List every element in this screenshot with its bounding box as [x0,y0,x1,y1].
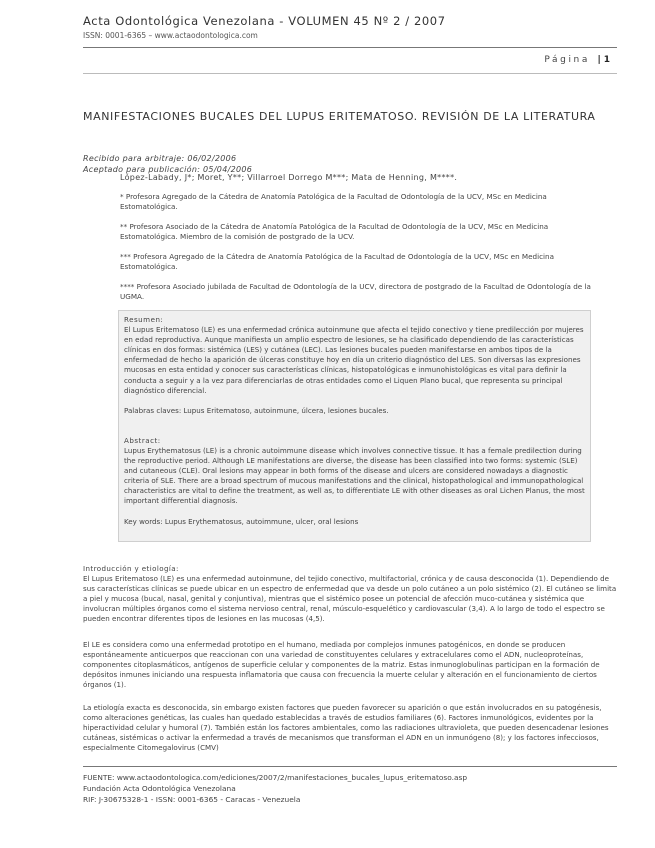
abstract-heading: Abstract: [124,435,161,445]
body-section [83,564,618,625]
article-title: MANIFESTACIONES BUCALES DEL LUPUS ERITEMATOSO. REVISIÓN DE LA LITERATURA [83,110,596,123]
abstract-text: Lupus Erythematosus (LE) is a chronic autoimmune disease which involves connective tissue. It has a female predilection during the reproductive period. Although LE manifestations are diverse, the disease has been classified into two forms: systemic (SLE) and cutaneous (CLE). Oral lesions may appear in both forms of the disease and ulcers are considered nowadays a diagnostic criteria of SLE. There are a broad spectrum of mucous manifestations and the clinical, histopathological and immunopathological characteristics are vital to define the treatment, as well as, to differentiate LE with other diseases as oral Lichen Planus, the most important differential diagnosis. [124,445,585,506]
abstract-box [118,310,591,542]
author-list: López-Labady, J*; Moret, Y**; Villarroel Dorrego M***; Mata de Henning, M****. [120,173,458,182]
page-word: Página [544,55,590,65]
body-paragraph-1: El Lupus Eritematoso (LE) es una enfermedad autoinmune, del tejido conectivo, multifactorial, crónica y de causa desconocida (1). Dependiendo de sus características clínicas se puede ubicar en un espectro de enfermedad que va desde un polo cutáneo a un polo sistémico (2). El cutáneo se limita a piel y mucosa (bucal, nasal, genital y conjuntiva), mientras que el sistémico posee un potencial de afección muco-cutánea y sistémica que involucran múltiples órganos como el sistema nervioso central, renal, músculo-esquelético y cardiovascular (3,4). A lo largo de todo el espectro se pueden encontrar diferentes tipos de lesiones en las mucosas (4,5). [83,574,617,624]
resumen-text: El Lupus Eritematoso (LE) es una enfermedad crónica autoinmune que afecta el tejido conectivo y tiene predilección por mujeres en edad reproductiva. Aunque manifiesta un amplio espectro de lesiones, se ha clasificado dependiendo de las características clínicas en dos formas: sistémica (LES) y cutánea (LEC). Las lesiones bucales pueden manifestarse en ambos tipos de la enfermedad de hecho la aparición de úlceras constituye hoy en día un criterio diagnóstico del LES. Son diversas las expresiones mucosas en esta entidad y conocer sus características clínicas, histopatológicas e inmunohistológicas es vital para definir la conducta a seguir y a la vez para diferenciarlas de otras entidades como el Liquen Plano bucal, que representa su principal diagnóstico diferencial. [124,325,584,395]
key-words: Key words: Lupus Erythematosus, autoimmune, ulcer, oral lesions [124,516,359,526]
body-paragraph-3: La etiología exacta es desconocida, sin embargo existen factores que pueden favorecer su aparición o que están involucrados en su patogénesis, como alteraciones genéticas, las cuales han quedado establecidas a través de estudios familiares (6). Factores inmunológicos, evidentes por la hiperactividad celular y humoral (7). También están los factores ambientales, como las radiaciones ultravioleta, que pueden desencadenar lesiones cutáneas, sistémicas o activar la enfermedad a través de mecanismos que transforman el ADN en un inmunógeno (8); y los factores infecciosos, especialmente Citomegalovirus (CMV) [83,703,609,753]
affiliation-2: ** Profesora Asociado de la Cátedra de Anatomía Patológica de la Facultad de Odontología de la UCV, MSc en Medicina Estomatológica. Miembro de la comisión de postgrado de la UCV. [120,222,549,241]
palabras-claves: Palabras claves: Lupus Eritematoso, autoinmune, úlcera, lesiones bucales. [124,405,389,415]
received-date: Recibido para arbitraje: 06/02/2006 [83,154,237,163]
affiliation-1: * Profesora Agregado de la Cátedra de Anatomía Patológica de la Facultad de Odontología de la UCV, MSc en Medicina Estomatológica. [120,192,547,211]
footer-divider [83,766,617,767]
article-dates [83,153,252,175]
accepted-date: Aceptado para publicación: 05/04/2006 [83,165,253,174]
page-number: 1 [603,55,611,65]
section-heading: Introducción y etiología: [83,564,179,573]
page-footer [83,772,467,805]
page-indicator-divider [83,73,617,74]
journal-title: Acta Odontológica Venezolana - VOLUMEN 45 Nº 2 / 2007 [83,14,446,28]
header-divider [83,47,617,48]
footer-rif: RIF: J-30675328-1 - ISSN: 0001-6365 - Caracas - Venezuela [83,795,301,804]
footer-foundation: Fundación Acta Odontológica Venezolana [83,784,236,793]
affiliation-3: *** Profesora Agregado de la Cátedra de Anatomía Patológica de la Facultad de Odontología de la UCV, MSc en Medicina Estomatológica. [120,252,554,271]
page-separator: | [597,55,602,65]
issn-line: ISSN: 0001-6365 – www.actaodontologica.com [83,31,258,40]
page-indicator [544,55,611,65]
footer-source: FUENTE: www.actaodontologica.com/ediciones/2007/2/manifestaciones_bucales_lupus_eritematoso.asp [83,773,468,782]
body-paragraph-2: El LE es considera como una enfermedad prototipo en el humano, mediada por complejos inmunes patogénicos, en donde se producen espontáneamente anticuerpos que reaccionan con una variedad de constituyentes celulares y extracelulares como el ADN, nucleoproteínas, componentes citoplasmáticos, antígenos de superficie celular y componentes de la matriz. Estas inmunoglobulinas participan en la formación de depósitos inmunes iniciando una respuesta inflamatoria que causa con frecuencia la muerte celular y alteración en el funcionamiento de ciertos órganos (1). [83,640,600,690]
affiliation-4: **** Profesora Asociado jubilada de Facultad de Odontología de la UCV, directora de postgrado de la Facultad de Odontología de la UGMA. [120,282,591,301]
resumen-heading: Resumen: [124,315,164,324]
